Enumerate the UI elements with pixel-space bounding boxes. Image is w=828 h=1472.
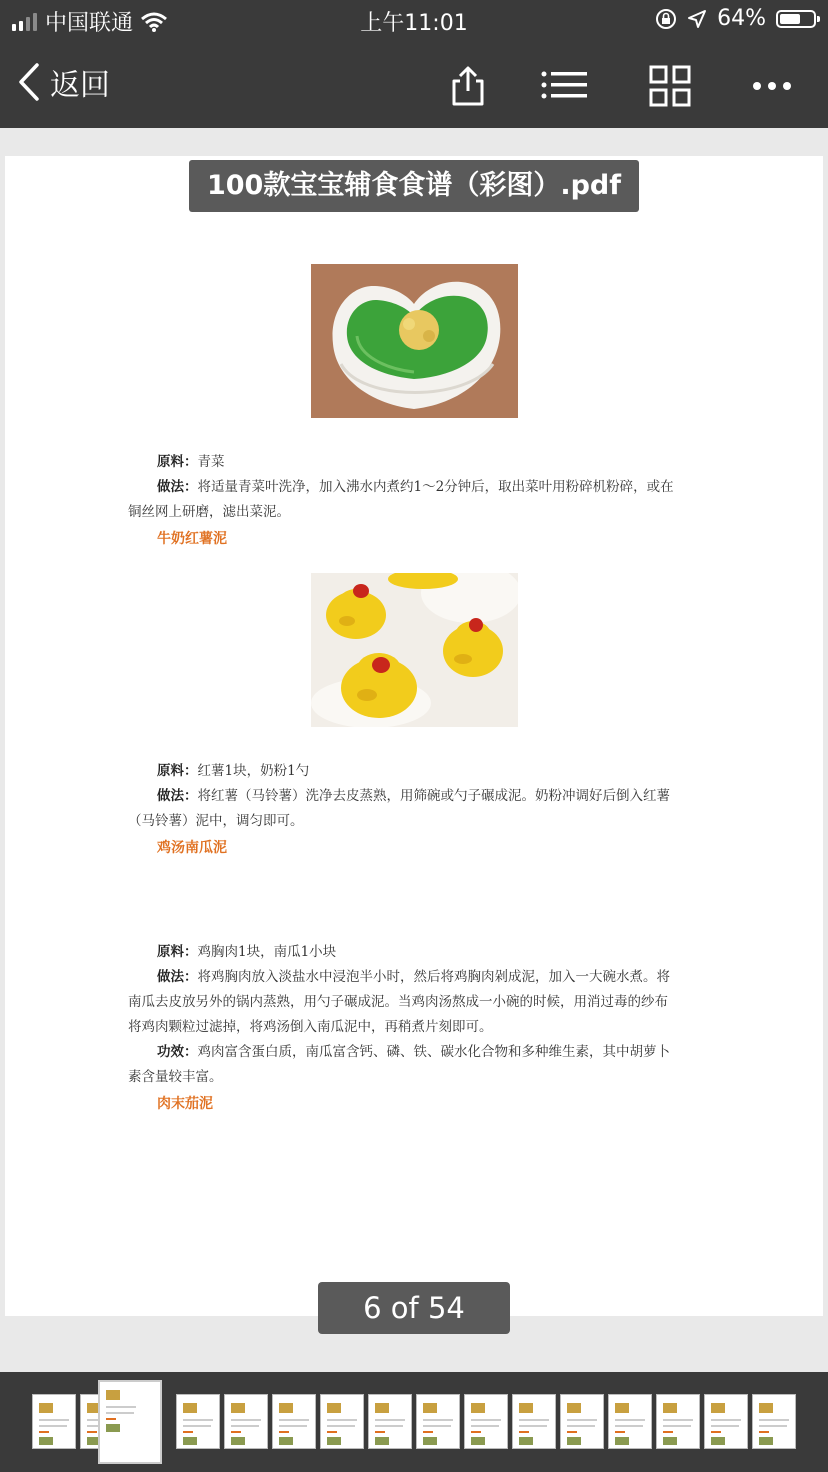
- method-line: 南瓜去皮放另外的锅内蒸熟，用勺子碾成泥。当鸡肉汤熬成一小碗的时候，用消过毒的纱布: [128, 994, 668, 1010]
- ingredients-label: 原料：: [157, 454, 198, 470]
- method-label: 做法：: [157, 788, 198, 804]
- method-line: （马铃薯）泥中，调匀即可。: [128, 813, 304, 829]
- clock: 上午11:01: [360, 11, 468, 36]
- status-bar: [0, 0, 828, 42]
- method-label: 做法：: [157, 479, 198, 495]
- method-line: 将红薯（马铃薯）洗净去皮蒸熟，用筛碗或勺子碾成泥。奶粉冲调好后倒入红薯: [197, 788, 670, 804]
- orientation-lock-icon: [655, 8, 677, 30]
- more-icon[interactable]: [750, 64, 794, 108]
- effect-label: 功效：: [157, 1044, 198, 1060]
- effect-line: 素含量较丰富。: [128, 1069, 223, 1085]
- page-thumbnail[interactable]: [656, 1394, 700, 1449]
- page-thumbnail[interactable]: [464, 1394, 508, 1449]
- page-thumbnail[interactable]: [608, 1394, 652, 1449]
- recipe-heading: 肉末茄泥: [157, 1096, 213, 1112]
- vegetable-puree-photo: [311, 264, 518, 418]
- battery-icon: [776, 10, 816, 28]
- method-line: 铜丝网上研磨，滤出菜泥。: [128, 504, 290, 520]
- list-icon[interactable]: [541, 64, 589, 108]
- page-thumbnail[interactable]: [272, 1394, 316, 1449]
- grid-icon[interactable]: [648, 64, 692, 108]
- recipe-1-text: [128, 450, 703, 525]
- ingredients-value: 青菜: [197, 454, 225, 470]
- recipe-2-text: [128, 759, 703, 834]
- page-thumbnail[interactable]: [560, 1394, 604, 1449]
- page-thumbnail[interactable]: [704, 1394, 748, 1449]
- page-thumbnail[interactable]: [752, 1394, 796, 1449]
- sweet-potato-puree-photo: [311, 573, 518, 727]
- page-thumbnail[interactable]: [32, 1394, 76, 1449]
- effect-line: 鸡肉富含蛋白质，南瓜富含钙、磷、铁、碳水化合物和多种维生素，其中胡萝卜: [197, 1044, 670, 1060]
- page-thumbnail[interactable]: [512, 1394, 556, 1449]
- method-line: 将鸡肉颗粒过滤掉，将鸡汤倒入南瓜泥中，再稍煮片刻即可。: [128, 1019, 493, 1035]
- recipe-heading: 鸡汤南瓜泥: [157, 840, 227, 856]
- method-line: 将鸡胸肉放入淡盐水中浸泡半小时，然后将鸡胸肉剁成泥，加入一大碗水煮。将: [197, 969, 670, 985]
- page-thumbnail[interactable]: [176, 1394, 220, 1449]
- method-label: 做法：: [157, 969, 198, 985]
- page-thumbnail[interactable]: [224, 1394, 268, 1449]
- recipe-heading: 牛奶红薯泥: [157, 531, 227, 547]
- ingredients-label: 原料：: [157, 763, 198, 779]
- ingredients-value: 鸡胸肉1块，南瓜1小块: [197, 944, 337, 960]
- carrier-name: 中国联通: [45, 11, 134, 36]
- chevron-left-icon: [18, 63, 40, 101]
- location-icon: [687, 9, 707, 29]
- page-indicator: 6 of 54: [318, 1282, 510, 1334]
- page-thumbnail[interactable]: [98, 1380, 162, 1464]
- page-thumbnail[interactable]: [320, 1394, 364, 1449]
- recipe-3-text: [128, 940, 703, 1090]
- ingredients-label: 原料：: [157, 944, 198, 960]
- method-line: 将适量青菜叶洗净，加入沸水内煮约1～2分钟后，取出菜叶用粉碎机粉碎，或在: [197, 479, 674, 495]
- ingredients-value: 红薯1块，奶粉1勺: [197, 763, 310, 779]
- battery-percent: 64%: [717, 6, 766, 31]
- page-thumbnail[interactable]: [416, 1394, 460, 1449]
- status-right: [655, 6, 816, 31]
- toolbar: [0, 42, 828, 128]
- share-icon[interactable]: [446, 64, 490, 108]
- page-thumbnail[interactable]: [368, 1394, 412, 1449]
- back-label: 返回: [50, 68, 110, 103]
- back-button[interactable]: [18, 60, 110, 104]
- document-title: 100款宝宝辅食食谱（彩图）.pdf: [189, 160, 639, 212]
